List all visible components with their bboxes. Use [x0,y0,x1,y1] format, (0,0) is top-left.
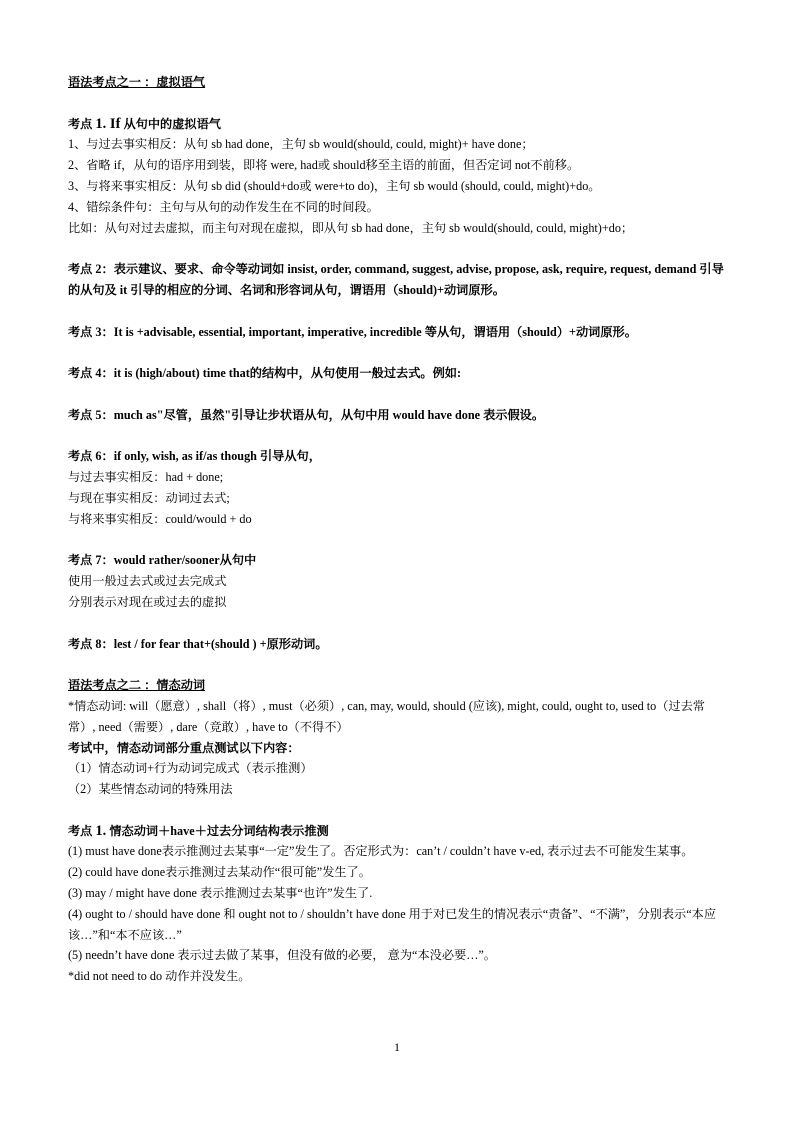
s2-kd1-item: (2) could have done表示推测过去某动作“很可能”发生了。 [68,865,371,880]
kd6-item: 与将来事实相反：could/would + do [68,511,252,526]
s2-kd1-text: 情态动词＋have＋过去分词结构表示推测 [109,823,329,838]
spacer [68,613,730,634]
kd1-item: 2、省略 if，从句的语序用到装，即将 were, had或 should移至主语的前面，但否定词 not不前移。 [68,158,580,173]
modal-verbs-intro: *情态动词: will（愿意）, shall（将）, must（必须）, can, may, would, should (应该), might, could, ought to, used to（过去常常）, need（需要）, dare（竞敢）, have to（不得不） [68,698,705,734]
s2-kd1-item: (4) ought to / should have done 和 ought not to / shouldn’t have done 用于对已发生的情况表示“责备”、“不满”，分别表示“本应该…”和“本不应该…” [68,906,717,942]
s2-kd1-item: (5) needn’t have done 表示过去做了某事，但没有做的必要， 意为“本没必要…”。 [68,948,496,963]
s2-kd1-item: (1) must have done表示推测过去某事“一定”发生了。否定形式为：can’t / couldn’t have v-ed, 表示过去不可能发生某事。 [68,844,694,859]
spacer [68,301,730,322]
kd1-item: 比如：从句对过去虚拟，而主句对现在虚拟，即从句 sb had done，主句 sb would(should, could, might)+do； [68,220,634,235]
s2-kd1-heading [68,821,730,842]
spacer [68,426,730,447]
spacer [68,93,730,114]
s2-kd1-number: 1. [95,822,107,839]
focus-item: （2）某些情态动词的特殊用法 [68,782,233,797]
document-page [68,72,730,987]
kd1-text: 从句中的虚拟语气 [123,116,221,131]
kd1-item: 1、与过去事实相反：从句 sb had done，主句 sb would(should, could, might)+ have done； [68,137,534,152]
kd2-paragraph: 考点 2：表示建议、要求、命令等动词如 insist, order, command, suggest, advise, propose, ask, require, request, demand 引导的从句及 it 引导的相应的分词、名词和形容词从句，谓语用（should)+动词原形。 [68,262,724,297]
kd4-paragraph: 考点 4：it is (high/about) time that的结构中，从句使用一般过去式。例如: [68,366,462,381]
exam-focus-heading: 考试中，情态动词部分重点测试以下内容： [68,740,300,755]
kd7-item: 使用一般过去式或过去完成式 [68,574,227,589]
page-number: 1 [394,1040,400,1054]
kd1-heading [68,114,730,135]
kd5-paragraph: 考点 5：much as"尽管，虽然"引导让步状语从句，从句中用 would have done 表示假设。 [68,407,545,422]
kd1-item: 3、与将来事实相反：从句 sb did (should+do或 were+to do)，主句 sb would (should, could, might)+do。 [68,178,601,193]
s2-kd1-label: 考点 [68,823,93,838]
focus-item: （1）情态动词+行为动词完成式（表示推测） [68,761,313,776]
spacer [68,384,730,405]
kd7-heading: 考点 7：would rather/sooner从句中 [68,553,257,568]
kd1-label: 考点 [68,116,93,131]
section-1-title: 语法考点之一 ：虚拟语气 [68,75,206,89]
spacer [68,800,730,821]
spacer [68,654,730,675]
spacer [68,238,730,259]
section-2-title: 语法考点之二 ：情态动词 [68,678,206,693]
spacer [68,342,730,363]
kd6-heading: 考点 6：if only, wish, as if/as though 引导从句， [68,449,321,464]
kd3-paragraph: 考点 3：It is +advisable, essential, important, imperative, incredible 等从句，谓语用（should）+动词原形。 [68,324,637,339]
kd1-number: 1. If [95,115,121,132]
kd7-item: 分别表示对现在或过去的虚拟 [68,594,227,609]
s2-kd1-item: *did not need to do 动作并没发生。 [68,969,251,984]
kd6-item: 与过去事实相反：had + done; [68,470,224,485]
s2-kd1-item: (3) may / might have done 表示推测过去某事“也许”发生了. [68,886,373,901]
kd8-paragraph: 考点 8：lest / for fear that+(should ) +原形动词。 [68,636,328,651]
spacer [68,530,730,551]
kd1-item: 4、错综条件句：主句与从句的动作发生在不同的时间段。 [68,199,379,214]
kd6-item: 与现在事实相反：动词过去式; [68,490,230,505]
